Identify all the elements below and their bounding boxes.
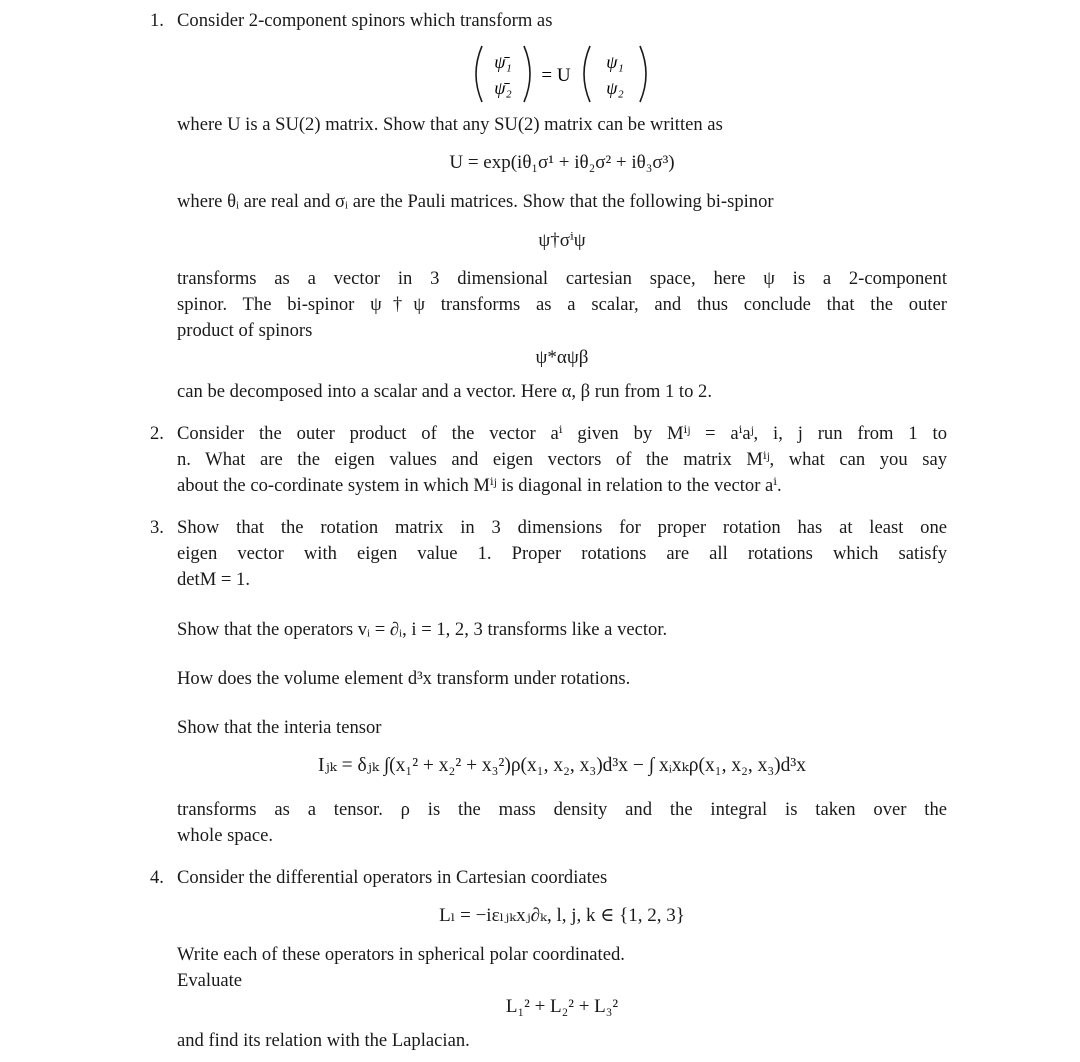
problem-2-line-2: n. What are the eigen values and eigen vectors of the matrix Mⁱʲ, what can you say: [177, 449, 947, 470]
problem-4-evaluate-text: Evaluate: [177, 970, 243, 991]
angular-momentum-equation: Lₗ = −iεₗⱼₖxⱼ∂ₖ, l, j, k ∈ {1, 2, 3}: [439, 905, 685, 926]
spinor-lhs-bottom: ψ̄₂: [494, 78, 512, 98]
problem-1-theta-text: where θᵢ are real and σᵢ are the Pauli matrices. Show that the following bi-spinor: [177, 191, 774, 212]
problem-4-write-text: Write each of these operators in spherical polar coordinated.: [177, 944, 625, 965]
inertia-tensor-equation: Iⱼₖ = δⱼₖ ∫(x₁² + x₂² + x₃²)ρ(x₁, x₂, x₃)d³x − ∫ xᵢxₖρ(x₁, x₂, x₃)d³x: [317, 755, 807, 776]
spinor-lhs-top: ψ̄₁: [494, 52, 512, 72]
spinor-equals-u: = U: [541, 65, 571, 86]
su2-exponential-equation: U = exp(iθ₁σ¹ + iθ₂σ² + iθ₃σ³): [449, 152, 675, 173]
problem-3-volume-text: How does the volume element d³x transform under rotations.: [177, 668, 631, 689]
problem-1-vector-line-2: spinor. The bi-spinor ψ†ψ transforms as a scalar, and thus conclude that the outer: [177, 294, 947, 315]
problem-4-intro: Consider the differential operators in Cartesian coordiates: [177, 867, 608, 888]
problem-3-tensor-line-2: whole space.: [177, 825, 274, 846]
problem-2-line-1: Consider the outer product of the vector aⁱ given by Mⁱʲ = aⁱaʲ, i, j run from 1 to: [177, 423, 947, 444]
spinor-rhs-top: ψ₁: [606, 52, 624, 72]
problem-3-line-1: Show that the rotation matrix in 3 dimensions for proper rotation has at least one: [177, 517, 947, 538]
spinor-transform-equation: [460, 42, 680, 106]
spinor-rhs-bottom: ψ₂: [606, 78, 624, 98]
problem-4-number: 4.: [150, 867, 164, 888]
problem-1-su2-text: where U is a SU(2) matrix. Show that any SU(2) matrix can be written as: [177, 114, 723, 135]
problem-3-line-2: eigen vector with eigen value 1. Proper rotations are all rotations which satisfy: [177, 543, 947, 564]
problem-2-line-3: about the co-cordinate system in which Mⁱʲ is diagonal in relation to the vector aⁱ.: [177, 475, 782, 496]
problem-1-vector-line-1: transforms as a vector in 3 dimensional cartesian space, here ψ is a 2-component: [177, 268, 947, 289]
problem-3-inertia-intro: Show that the interia tensor: [177, 717, 382, 738]
problem-3-tensor-line-1: transforms as a tensor. ρ is the mass density and the integral is taken over the: [177, 799, 947, 820]
problem-1-vector-line-3: product of spinors: [177, 320, 313, 341]
problem-1-decompose-text: can be decomposed into a scalar and a vector. Here α, β run from 1 to 2.: [177, 381, 712, 402]
problem-3-number: 3.: [150, 517, 164, 538]
problem-3-line-3: detM = 1.: [177, 569, 250, 590]
l-squared-sum-equation: L₁² + L₂² + L₃²: [505, 996, 619, 1017]
bispinor-equation: ψ†σⁱψ: [538, 230, 586, 251]
problem-1-number: 1.: [150, 10, 164, 31]
problem-1-intro: Consider 2-component spinors which transform as: [177, 10, 553, 31]
problem-2-number: 2.: [150, 423, 164, 444]
problem-4-relation-text: and find its relation with the Laplacian.: [177, 1030, 470, 1051]
outer-product-equation: ψ*αψβ: [535, 347, 589, 368]
problem-3-operators-text: Show that the operators vᵢ = ∂ᵢ, i = 1, 2, 3 transforms like a vector.: [177, 619, 668, 640]
